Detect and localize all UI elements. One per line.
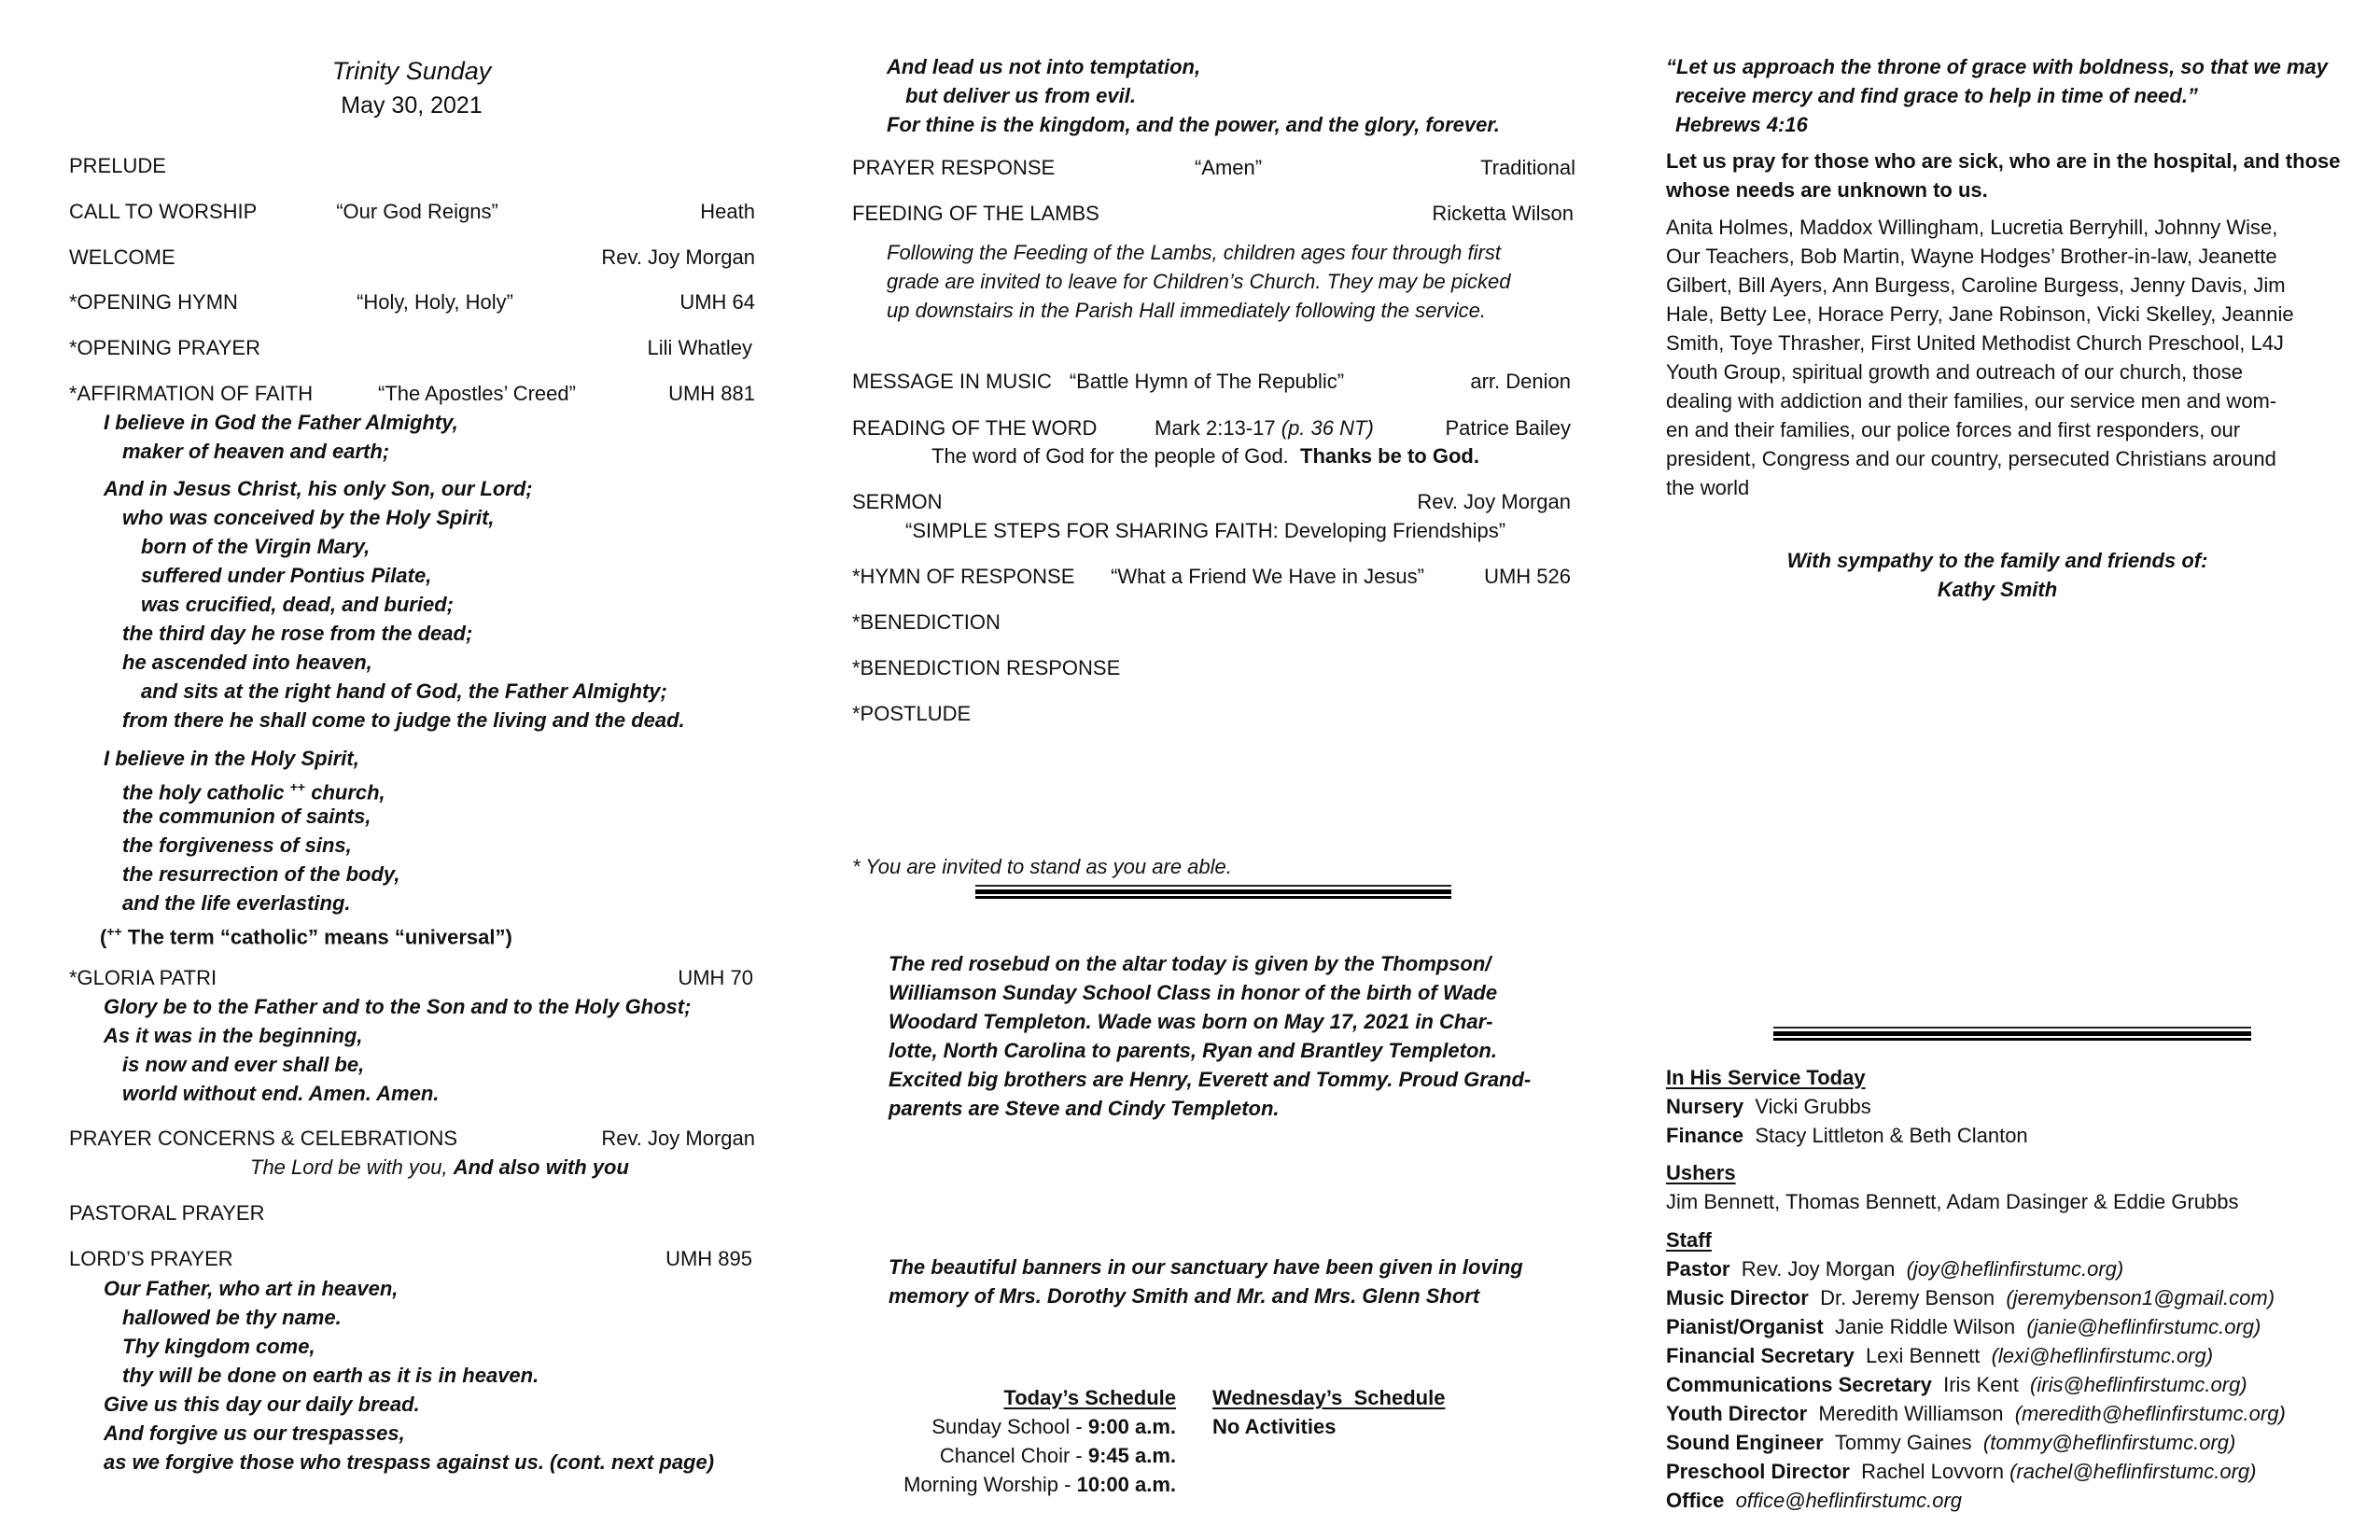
staff-role: Financial Secretary (1666, 1344, 1855, 1367)
creed-line: he ascended into heaven, (122, 651, 372, 674)
item-source: UMH 895 (665, 1247, 752, 1270)
creed-line: and the life everlasting. (122, 891, 351, 915)
leader-line: The word of God for the people of God. (931, 444, 1289, 468)
staff-heading: Staff (1666, 1228, 1712, 1252)
reading-response (931, 442, 1479, 470)
item-label: SERMON (852, 490, 943, 513)
ushers-list: Jim Bennett, Thomas Bennett, Adam Dasinger & Eddie Grubbs (1666, 1190, 2239, 1213)
feeding-of-lambs-note: Following the Feeding of the Lambs, children ages four through first grade are invited to leave for Children’s Church. They may be picked up downstairs in the Parish Hall immediately following the service. (887, 241, 1511, 322)
item-leader: Lili Whatley (647, 336, 752, 359)
staff-email[interactable]: (tommy@heflinfirstumc.org) (1982, 1431, 2236, 1454)
staff-email[interactable]: (janie@heflinfirstumc.org) (2026, 1315, 2261, 1338)
prayer-line: hallowed be thy name. (122, 1306, 342, 1329)
prayer-list-line: Hale, Betty Lee, Horace Perry, Jane Robinson, Vicki Skelley, Jeannie (1666, 302, 2294, 326)
prayer-list-line: the world (1666, 476, 1750, 499)
verse-line: “Let us approach the throne of grace with boldness, so that we may (1666, 55, 2329, 78)
staff-email[interactable]: (jeremybenson1@gmail.com) (2006, 1286, 2275, 1309)
staff-email[interactable]: office@heflinfirstumc.org (1735, 1489, 1963, 1512)
item-title: “Battle Hymn of The Republic” (1069, 370, 1345, 393)
people-line: Thanks be to God. (1300, 444, 1479, 468)
staff-email[interactable]: (lexi@heflinfirstumc.org) (1991, 1344, 2214, 1367)
staff-row (1666, 1399, 2286, 1428)
prayer-list-line: Anita Holmes, Maddox Willingham, Lucretia Berryhill, Johnny Wise, (1666, 216, 2278, 239)
item-welcome (69, 244, 755, 272)
schedule-item: No Activities (1212, 1415, 1337, 1438)
prayer-list-line: Smith, Toye Thrasher, First United Methodist Church Preschool, L4J (1666, 331, 2284, 355)
item-leader: Rev. Joy Morgan (601, 245, 755, 269)
staff-row (1666, 1283, 2286, 1312)
footnote-mark: ++ (106, 924, 122, 939)
prayer-line: Thy kingdom come, (122, 1335, 315, 1358)
wednesday-schedule (1212, 1383, 1445, 1441)
item-label: CALL TO WORSHIP (69, 200, 258, 223)
schedule-heading: Wednesday’s Schedule (1212, 1386, 1446, 1409)
item-source: Heath (700, 200, 755, 223)
prayer-intro (1666, 147, 2340, 204)
scripture-reference (1155, 414, 1374, 442)
creed-line: the third day he rose from the dead; (122, 622, 473, 645)
schedule-heading: Today’s Schedule (1003, 1386, 1176, 1409)
staff-section (1666, 1225, 2286, 1515)
creed-line: the communion of saints, (122, 805, 371, 828)
creed-text: church, (311, 780, 385, 805)
schedule-time: 9:45 a.m. (1087, 1444, 1176, 1467)
role-name: Vicki Grubbs (1755, 1095, 1871, 1118)
sermon-title: “SIMPLE STEPS FOR SHARING FAITH: Developing Friendships” (905, 519, 1506, 542)
item-feeding-of-the-lambs (852, 200, 1574, 228)
announcement-line: memory of Mrs. Dorothy Smith and Mr. and Mrs. Glenn Short (889, 1284, 1480, 1308)
section-divider (975, 885, 1451, 900)
item-label: *BENEDICTION (852, 610, 1001, 634)
prayer-list-line: Our Teachers, Bob Martin, Wayne Hodges’ Brother-in-law, Jeanette (1666, 245, 2277, 268)
item-title: “The Apostles’ Creed” (378, 382, 576, 405)
staff-name: Lexi Bennett (1866, 1344, 1981, 1367)
schedule-time: 10:00 a.m. (1076, 1473, 1176, 1496)
staff-role: Preschool Director (1666, 1460, 1850, 1483)
role-label: Finance (1666, 1124, 1744, 1147)
item-title: “Amen” (1194, 156, 1263, 179)
creed-line: suffered under Pontius Pilate, (141, 564, 432, 587)
schedule-item (877, 1441, 1176, 1470)
gloria-line: As it was in the beginning, (104, 1024, 363, 1047)
item-label: LORD’S PRAYER (69, 1247, 233, 1270)
item-prayer-response (852, 154, 1575, 182)
schedule-item (877, 1470, 1176, 1499)
item-lords-prayer (69, 1245, 752, 1273)
item-label: *HYMN OF RESPONSE (852, 565, 1075, 588)
item-label: PASTORAL PRAYER (69, 1201, 265, 1225)
schedule-item (877, 1412, 1176, 1441)
item-title: “Our God Reigns” (336, 200, 498, 223)
item-benediction (852, 609, 1571, 637)
leader-line: The Lord be with you, (250, 1155, 448, 1179)
creed-stanza-2 (104, 474, 685, 735)
stand-note: * You are invited to stand as you are able. (852, 855, 1232, 878)
creed-line: the forgiveness of sins, (122, 833, 352, 857)
announcement-line: Williamson Sunday School Class in honor of the birth of Wade (889, 981, 1498, 1004)
service-title: Trinity Sunday (331, 57, 492, 85)
staff-name: Janie Riddle Wilson (1834, 1315, 2016, 1338)
item-pastoral-prayer (69, 1199, 755, 1227)
announcement-line: The beautiful banners in our sanctuary have been given in loving (889, 1255, 1523, 1279)
creed-line: maker of heaven and earth; (122, 440, 390, 463)
gloria-line: is now and ever shall be, (122, 1053, 365, 1076)
sympathy-name: Kathy Smith (1937, 578, 2058, 601)
gloria-line: world without end. Amen. Amen. (122, 1082, 440, 1105)
creed-line: was crucified, dead, and buried; (141, 593, 454, 616)
prayer-line: For thine is the kingdom, and the power, and the glory, forever. (887, 113, 1500, 136)
item-label: *POSTLUDE (852, 702, 972, 725)
scripture: Mark 2:13-17 (1155, 416, 1276, 440)
staff-row (1666, 1254, 2286, 1283)
schedule-time: 9:00 a.m. (1087, 1415, 1176, 1438)
prayer-list-line: dealing with addiction and their families, our service men and wom- (1666, 389, 2277, 413)
creed-footnote (100, 917, 512, 949)
prayer-line: as we forgive those who trespass against us. (cont. next page) (104, 1450, 715, 1474)
people-line: And also with you (453, 1155, 629, 1179)
creed-line: born of the Virgin Mary, (141, 535, 371, 558)
item-benediction-response (852, 654, 1571, 682)
staff-email[interactable]: (joy@heflinfirstumc.org) (1906, 1257, 2124, 1281)
staff-row (1666, 1370, 2286, 1399)
banners-announcement (889, 1253, 1523, 1310)
staff-role: Pastor (1666, 1257, 1730, 1281)
item-source: Traditional (1480, 156, 1575, 179)
staff-row (1666, 1312, 2286, 1341)
staff-role: Youth Director (1666, 1402, 1808, 1425)
item-hymn-of-response (852, 563, 1571, 591)
staff-name: Rev. Joy Morgan (1741, 1257, 1896, 1281)
item-opening-prayer (69, 334, 752, 362)
staff-email[interactable]: (rachel@heflinfirstumc.org) (2009, 1460, 2257, 1483)
item-source: arr. Denion (1470, 370, 1571, 393)
ushers-heading: Ushers (1666, 1161, 1736, 1184)
item-leader: Ricketta Wilson (1432, 202, 1574, 225)
service-today (1666, 1063, 2028, 1150)
schedule-event: Morning Worship - (903, 1473, 1077, 1496)
item-label: WELCOME (69, 245, 175, 269)
item-title: “Holy, Holy, Holy” (357, 290, 513, 314)
staff-role: Sound Engineer (1666, 1431, 1824, 1454)
item-preacher: Rev. Joy Morgan (1417, 490, 1571, 513)
item-prelude (69, 152, 755, 180)
item-affirmation-of-faith (69, 380, 755, 408)
service-role (1666, 1121, 2028, 1150)
staff-email[interactable]: (iris@heflinfirstumc.org) (2030, 1373, 2247, 1396)
item-gloria-patri (69, 964, 753, 992)
item-label: *OPENING HYMN (69, 290, 238, 314)
staff-name: Tommy Gaines (1834, 1431, 1972, 1454)
item-label: *AFFIRMATION OF FAITH (69, 382, 314, 405)
intro-line: whose needs are unknown to us. (1666, 178, 1988, 202)
item-reading-of-the-word (852, 414, 1571, 442)
role-name: Stacy Littleton & Beth Clanton (1755, 1124, 2028, 1147)
service-role (1666, 1092, 2028, 1121)
item-label: *GLORIA PATRI (69, 966, 217, 989)
prayer-line: Give us this day our daily bread. (104, 1393, 420, 1416)
prayer-list (1666, 213, 2294, 502)
creed-line: from there he shall come to judge the living and the dead. (122, 708, 685, 732)
staff-name: Rachel Lovvorn (1861, 1460, 2004, 1483)
item-opening-hymn (69, 288, 755, 316)
item-label: PRAYER RESPONSE (852, 156, 1056, 179)
item-label: MESSAGE IN MUSIC (852, 370, 1052, 393)
announcement-line: parents are Steve and Cindy Templeton. (889, 1097, 1280, 1120)
staff-role: Office (1666, 1489, 1725, 1512)
staff-row (1666, 1341, 2286, 1370)
prayer-list-line: president, Congress and our country, persecuted Christians around (1666, 447, 2276, 470)
prayer-list-line: Youth Group, spiritual growth and outreach of our church, those (1666, 360, 2244, 384)
role-label: Nursery (1666, 1095, 1744, 1118)
footnote-text: The term “catholic” means “universal”) (127, 925, 512, 949)
footnote-mark: ++ (289, 779, 306, 794)
item-prayer-concerns (69, 1125, 755, 1153)
staff-email[interactable]: (meredith@heflinfirstumc.org) (2014, 1402, 2286, 1425)
prayer-concerns-response (250, 1154, 629, 1182)
prayer-line: Our Father, who art in heaven, (104, 1277, 399, 1300)
scripture-page: (p. 36 NT) (1281, 416, 1374, 440)
item-label: PRAYER CONCERNS & CELEBRATIONS (69, 1127, 458, 1150)
prayer-line: but deliver us from evil. (905, 84, 1136, 107)
staff-role: Music Director (1666, 1286, 1809, 1309)
paren: ( (100, 925, 107, 949)
item-call-to-worship (69, 198, 755, 226)
staff-role: Pianist/Organist (1666, 1315, 1824, 1338)
section-divider (1773, 1027, 2251, 1042)
prayer-list-line: en and their families, our police forces and first responders, our (1666, 418, 2241, 441)
item-reader: Patrice Bailey (1445, 416, 1571, 440)
lords-prayer-continued (887, 52, 1500, 139)
creed-line: I believe in the Holy Spirit, (104, 747, 359, 770)
rosebud-announcement (889, 949, 1531, 1123)
ushers-section (1666, 1158, 2238, 1216)
item-source: UMH 70 (678, 966, 753, 989)
item-message-in-music (852, 368, 1571, 396)
lords-prayer-text (104, 1274, 714, 1477)
item-source: UMH 881 (668, 382, 755, 405)
item-leader: Rev. Joy Morgan (601, 1127, 755, 1150)
verse-citation: Hebrews 4:16 (1675, 113, 1808, 136)
staff-row (1666, 1428, 2286, 1457)
scripture-verse (1666, 52, 2328, 139)
item-postlude (852, 700, 1571, 728)
item-label: *BENEDICTION RESPONSE (852, 656, 1121, 679)
verse-line: receive mercy and find grace to help in time of need.” (1675, 84, 2198, 107)
creed-stanza-1 (104, 408, 458, 466)
gloria-patri-text (104, 992, 691, 1108)
creed-line: And in Jesus Christ, his only Son, our Lord; (104, 477, 533, 500)
creed-line: who was conceived by the Holy Spirit, (122, 506, 495, 529)
item-source: UMH 526 (1484, 565, 1571, 588)
item-label: *OPENING PRAYER (69, 336, 260, 359)
intro-line: Let us pray for those who are sick, who are in the hospital, and those (1666, 149, 2341, 173)
prayer-line: And forgive us our trespasses, (104, 1421, 405, 1445)
staff-name: Iris Kent (1943, 1373, 2019, 1396)
creed-line (104, 773, 512, 805)
prayer-list-line: Gilbert, Bill Ayers, Ann Burgess, Caroline Burgess, Jenny Davis, Jim (1666, 273, 2286, 297)
schedule-event: Sunday School - (931, 1415, 1088, 1438)
creed-stanza-3 (100, 744, 512, 949)
prayer-line: thy will be done on earth as it is in heaven. (122, 1364, 539, 1387)
staff-name: Meredith Williamson (1818, 1402, 2004, 1425)
staff-role: Communications Secretary (1666, 1373, 1932, 1396)
service-heading: In His Service Today (1666, 1066, 1866, 1089)
staff-name: Dr. Jeremy Benson (1820, 1286, 1995, 1309)
announcement-line: The red rosebud on the altar today is given by the Thompson/ (889, 952, 1491, 975)
staff-row (1666, 1486, 2286, 1515)
item-label: READING OF THE WORD (852, 416, 1098, 440)
sympathy-heading: With sympathy to the family and friends of: (1786, 549, 2208, 572)
creed-line: and sits at the right hand of God, the Father Almighty; (141, 679, 667, 703)
item-title: “What a Friend We Have in Jesus” (1111, 565, 1424, 588)
item-sermon (852, 488, 1571, 516)
staff-row (1666, 1457, 2286, 1486)
creed-text: the holy catholic (122, 780, 285, 805)
todays-schedule (877, 1383, 1176, 1499)
gloria-line: Glory be to the Father and to the Son and to the Holy Ghost; (104, 995, 692, 1018)
announcement-line: Woodard Templeton. Wade was born on May 17, 2021 in Char- (889, 1010, 1493, 1033)
creed-line: I believe in God the Father Almighty, (104, 411, 458, 434)
service-date: May 30, 2021 (341, 92, 483, 119)
creed-line: the resurrection of the body, (122, 862, 400, 886)
item-label: PRELUDE (69, 154, 166, 177)
schedule-event: Chancel Choir - (939, 1444, 1088, 1467)
announcement-line: Excited big brothers are Henry, Everett and Tommy. Proud Grand- (889, 1068, 1532, 1091)
item-source: UMH 64 (679, 290, 755, 314)
item-label: FEEDING OF THE LAMBS (852, 202, 1099, 225)
prayer-line: And lead us not into temptation, (887, 55, 1201, 78)
announcement-line: lotte, North Carolina to parents, Ryan and Brantley Templeton. (889, 1039, 1497, 1062)
